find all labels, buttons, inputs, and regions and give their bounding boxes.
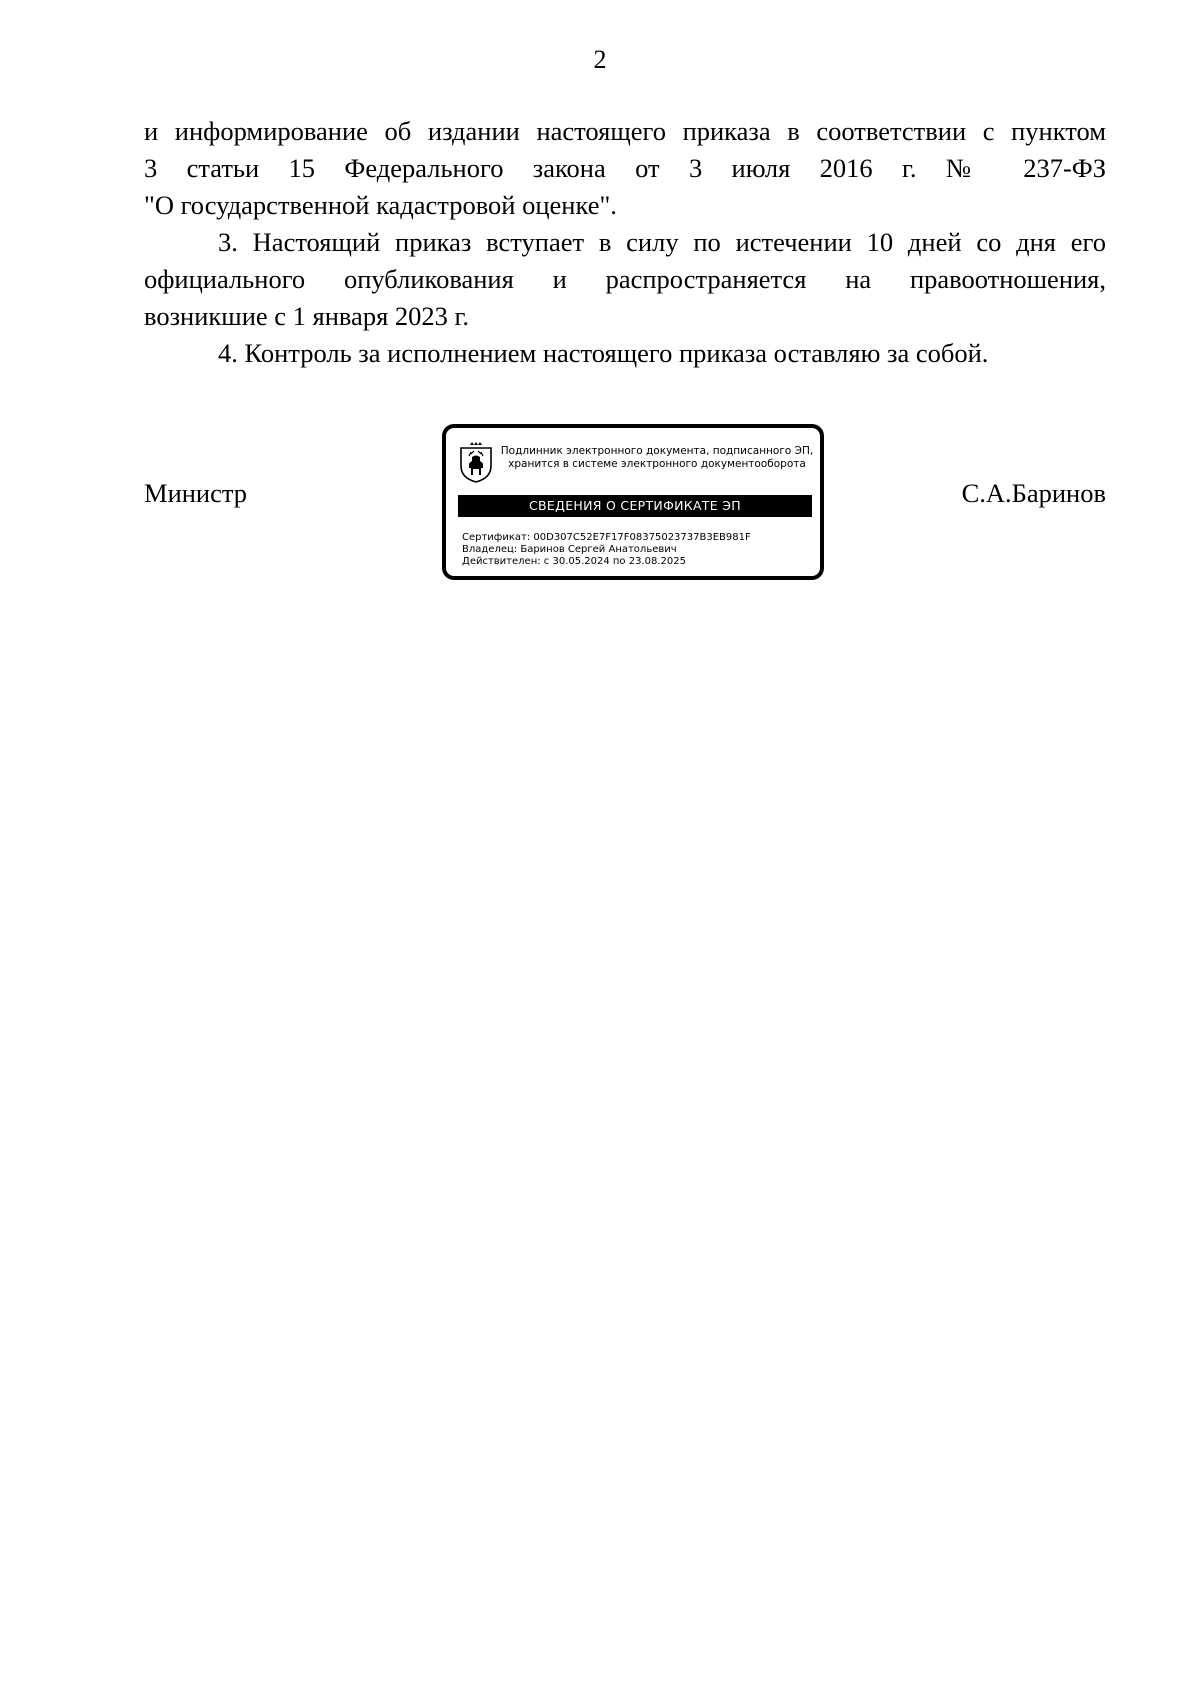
certificate-details: [462, 532, 751, 568]
text-line: 3 статьи 15 Федерального закона от 3 июля 2016 г. № 237-ФЗ: [144, 153, 1106, 183]
certificate-owner: Владелец: Баринов Сергей Анатольевич: [462, 544, 677, 555]
text-line: 4. Контроль за исполнением настоящего приказа оставляю за собой.: [218, 338, 989, 368]
text-line: 3. Настоящий приказ вступает в силу по истечении 10 дней со дня его: [218, 227, 1106, 257]
document-body: [144, 113, 1106, 372]
stamp-header-line: хранится в системе электронного документооборота: [508, 458, 806, 470]
signatory-name: С.А.Баринов: [961, 478, 1106, 508]
certificate-number: Сертификат: 00D307C52E7F17F08375023737B3EB981F: [462, 532, 751, 543]
certificate-validity: Действителен: с 30.05.2024 по 23.08.2025: [462, 556, 686, 567]
stamp-header-line: Подлинник электронного документа, подписанного ЭП,: [500, 445, 814, 457]
electronic-signature-stamp: [442, 424, 824, 580]
text-line: возникшие с 1 января 2023 г.: [144, 301, 470, 331]
text-line: и информирование об издании настоящего приказа в соответствии с пунктом: [144, 116, 1106, 146]
coat-of-arms-icon: [458, 442, 494, 484]
stamp-header: [496, 445, 818, 471]
paragraph-continuation: [144, 113, 1106, 224]
certificate-info-bar: СВЕДЕНИЯ О СЕРТИФИКАТЕ ЭП: [458, 495, 812, 517]
signatory-title: Министр: [144, 478, 248, 508]
text-line: официального опубликования и распространяется на правоотношения,: [144, 264, 1106, 294]
text-line: "О государственной кадастровой оценке".: [144, 190, 617, 220]
paragraph-item-3: [144, 224, 1106, 335]
page-number: 2: [593, 45, 607, 74]
paragraph-item-4: [144, 335, 1106, 372]
